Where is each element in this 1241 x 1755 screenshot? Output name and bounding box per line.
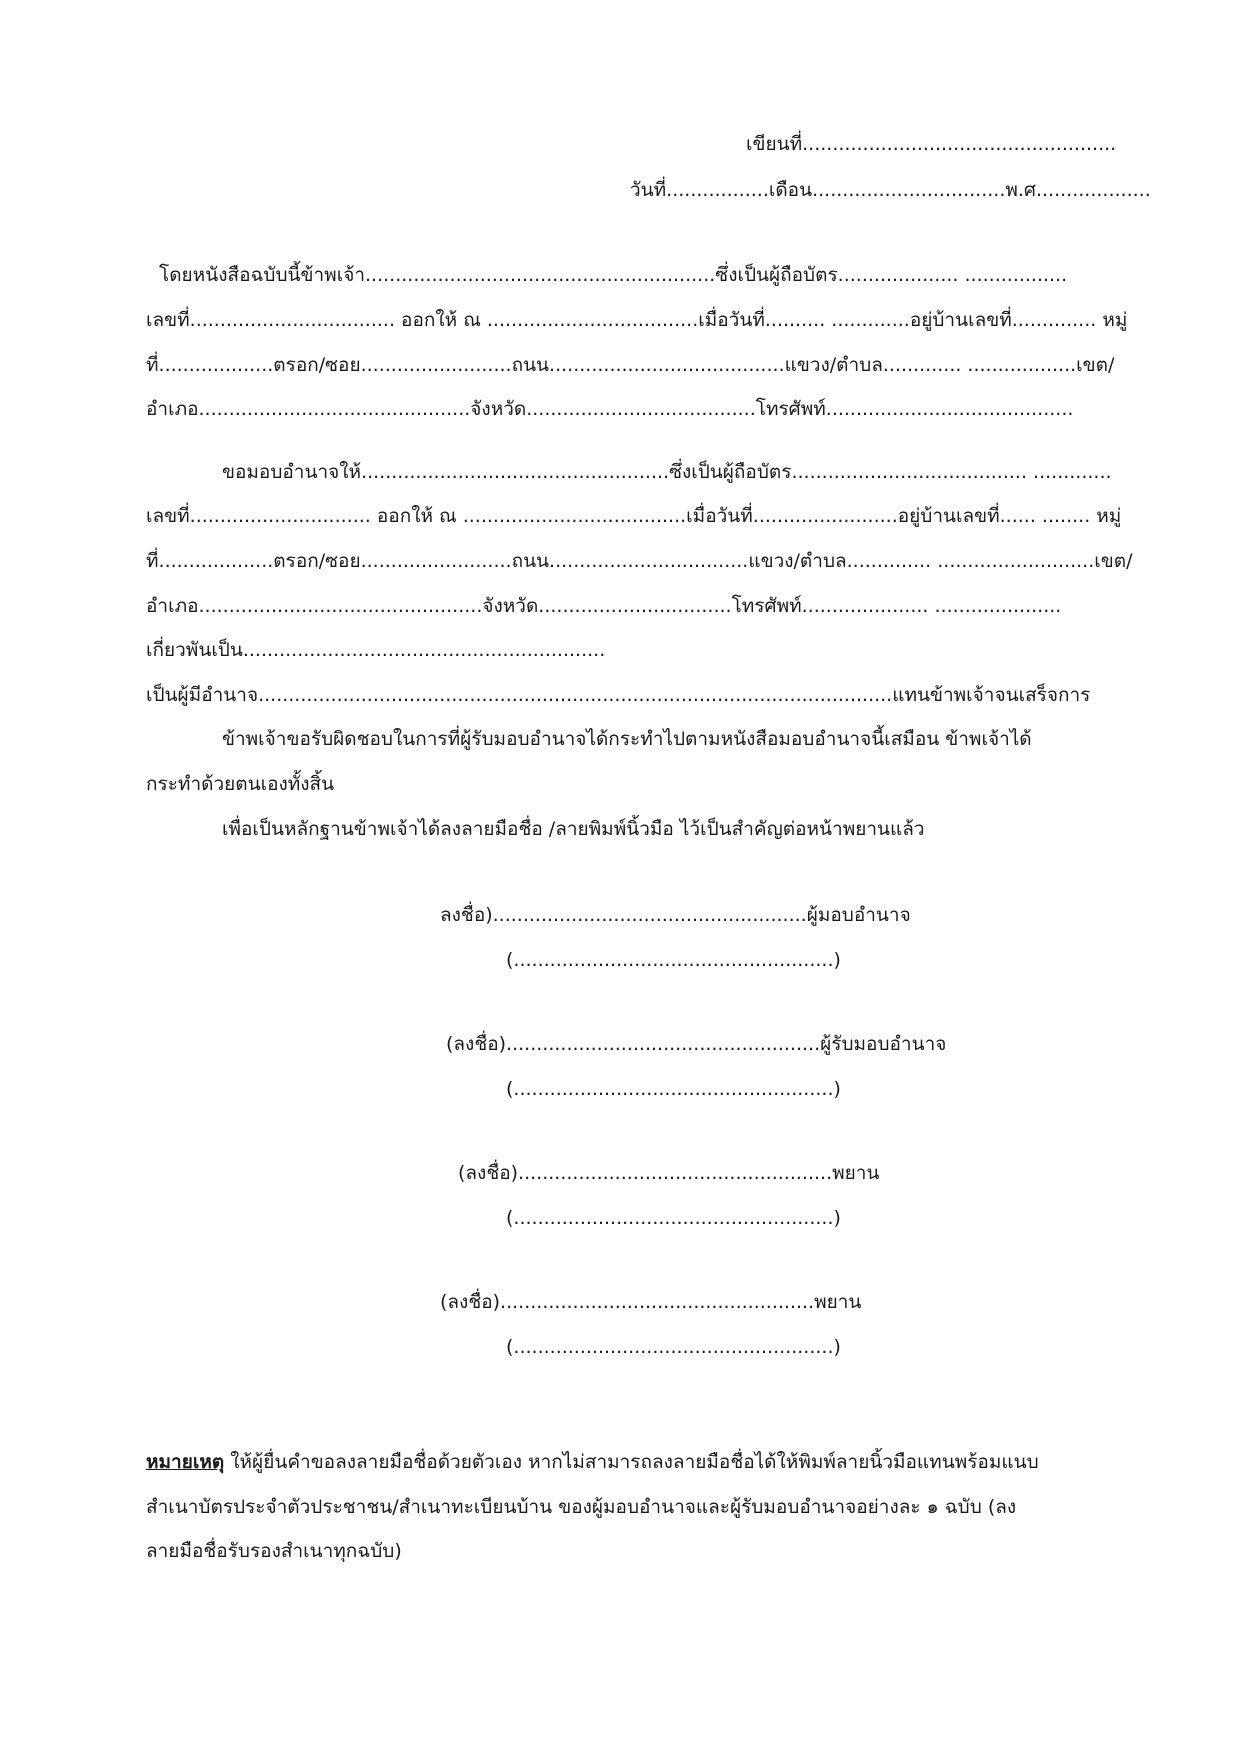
grantee-signature-line: (ลงชื่อ)....................................................ผู้รับมอบอำนาจ (446, 1033, 947, 1055)
witness-1-signature-line: (ลงชื่อ)....................................................พยาน (458, 1162, 880, 1184)
grantor-name-line: (.....................................................) (506, 949, 841, 971)
grantee-line-4: อำเภอ...............................................จังหวัด................................โทรศัพท์..................... ..................... (146, 595, 1062, 617)
date-line: วันที่.................เดือน................................พ.ศ................... (630, 179, 1151, 201)
grantor-line-1: โดยหนังสือฉบับนี้ข้าพเจ้า..........................................................ซึ่งเป็นผู้ถือบัตร.................... ................. (159, 264, 1068, 286)
witness-2-signature-line: (ลงชื่อ)....................................................พยาน (440, 1291, 862, 1313)
statement-line-2: กระทำด้วยตนเองทั้งสิ้น (146, 773, 335, 795)
grantee-line-1: ขอมอบอำนาจให้...................................................ซึ่งเป็นผู้ถือบัตร....................................... ............. (222, 461, 1112, 483)
note-line-2: สำเนาบัตรประจำตัวประชาชน/สำเนาทะเบียนบ้าน ของผู้มอบอำนาจและผู้รับมอบอำนาจอย่างละ ๑ ฉบับ (ลง (146, 1496, 1017, 1518)
note-line-1 (146, 1449, 1039, 1475)
authority-line: เป็นผู้มีอำนาจ.........................................................................................................แทนข้าพเจ้าจนเสร็จการ (146, 684, 1091, 706)
note-text-1: ให้ผู้ยื่นคำขอลงลายมือชื่อด้วยตัวเอง หากไม่สามารถลงลายมือชื่อได้ให้พิมพ์ลายนิ้วมือแทนพร้อมแนบ (224, 1451, 1039, 1473)
note-label: หมายเหตุ (146, 1451, 225, 1473)
grantor-signature-line: ลงชื่อ)....................................................ผู้มอบอำนาจ (440, 904, 911, 926)
grantee-line-3: ที่...................ตรอก/ซอย.........................ถนน.................................แขวง/ตำบล.............. ..........................เขต/ (146, 550, 1133, 572)
grantor-line-3: ที่...................ตรอก/ซอย.........................ถนน.......................................แขวง/ตำบล............. ..................เขต/ (146, 354, 1115, 376)
statement-line-3: เพื่อเป็นหลักฐานข้าพเจ้าได้ลงลายมือชื่อ /ลายพิมพ์นิ้วมือ ไว้เป็นสำคัญต่อหน้าพยานแล้ว (222, 818, 925, 840)
note-line-3: ลายมือชื่อรับรองสำเนาทุกฉบับ) (146, 1540, 402, 1562)
grantor-line-2: เลขที่.................................. ออกให้ ณ ...................................เมื่อวันที่.......... .............อยู่บ้านเลขที่.............. หมู่ (146, 309, 1128, 331)
statement-line-1: ข้าพเจ้าขอรับผิดชอบในการที่ผู้รับมอบอำนาจได้กระทำไปตามหนังสือมอบอำนาจนี้เสมือน ข้าพเจ้าได้ (222, 728, 1032, 750)
relation-line: เกี่ยวพันเป็น............................................................ (146, 639, 606, 661)
witness-1-name-line: (.....................................................) (506, 1207, 841, 1229)
grantor-line-4: อำเภอ.............................................จังหวัด......................................โทรศัพท์......................................... (146, 398, 1074, 420)
written-at: เขียนที่.................................................... (746, 133, 1117, 155)
grantee-line-2: เลขที่.............................. ออกให้ ณ .....................................เมื่อวันที่........................อยู่บ้านเลขที่...... ........ หมู่ (146, 505, 1122, 527)
witness-2-name-line: (.....................................................) (506, 1336, 841, 1358)
grantee-name-line: (.....................................................) (506, 1078, 841, 1100)
